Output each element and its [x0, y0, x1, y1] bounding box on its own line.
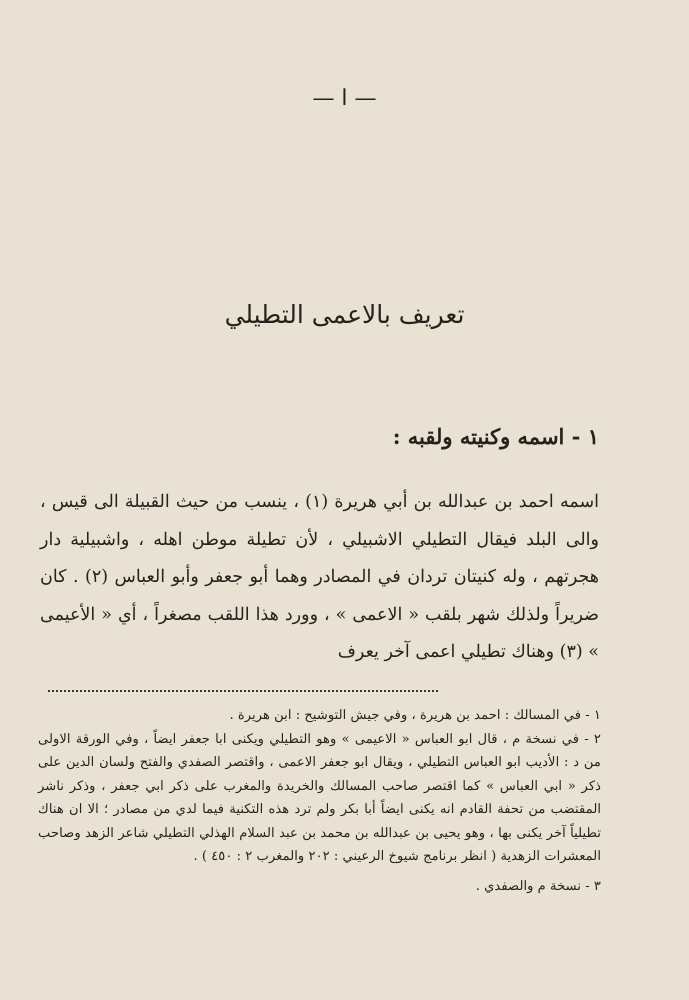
- section-heading: ١ - اسمه وكنيته ولقبه :: [392, 424, 599, 449]
- footnotes: [38, 704, 601, 898]
- page-title: تعريف بالاعمى التطيلي: [224, 300, 465, 329]
- page-number: — ا —: [312, 86, 377, 111]
- footnote-1: ١ - في المسالك : احمد بن هريرة ، وفي جيش التوشيح : ابن هريرة .: [229, 708, 601, 723]
- footnote-divider: [48, 690, 438, 692]
- footnote-3: ٣ - نسخة م والصفدي .: [475, 878, 601, 894]
- body-paragraph: اسمه احمد بن عبدالله بن أبي هريرة (١) ، ينسب من حيث القبيلة الى قيس ، والى البلد فيقال التطيلي الاشبيلي ، لأن تطيلة موطن اهله ، واشبيلية دار هجرتهم ، وله كنيتان تردان في المصادر وهما أبو جعفر وأبو العباس (٢) . كان ضريراً ولذلك شهر بلقب « الاعمى » ، وورد هذا اللقب مصغراً ، أي « الأعيمى » (٣) وهناك تطيلي اعمى آخر يعرف: [40, 492, 600, 662]
- footnote-2: ٢ - في نسخة م ، قال ابو العباس « الاعيمى » وهو التطيلي ويكنى ابا جعفر ايضاً ، وفي الورقة الاولى من د : الأديب ابو العباس التطيلي ، ويقال ابو جعفر الاعمى ، واقتصر الصفدي والفتح ولسان الدين على ذكر « ابي العباس » كما اقتصر صاحب المسالك والخريدة والمغرب على ذكر ابي جعفر ، وذكر ناشر المقتضب من تحفة القادم انه يكنى ايضاً أبا بكر ولم ترد هذه التكنية فيما لدي من مصادر ؛ الا ان هناك تطيلياً آخر يكنى بها ، وهو يحيى بن عبدالله بن محمد بن عبد السلام الهذلي التطيلي شاعر الزهد وصاحب المعشرات الزهدية ( انظر برنامج شيوخ الرعيني : ٢٠٢ والمغرب ٢ : ٤٥٠ ) .: [38, 731, 601, 864]
